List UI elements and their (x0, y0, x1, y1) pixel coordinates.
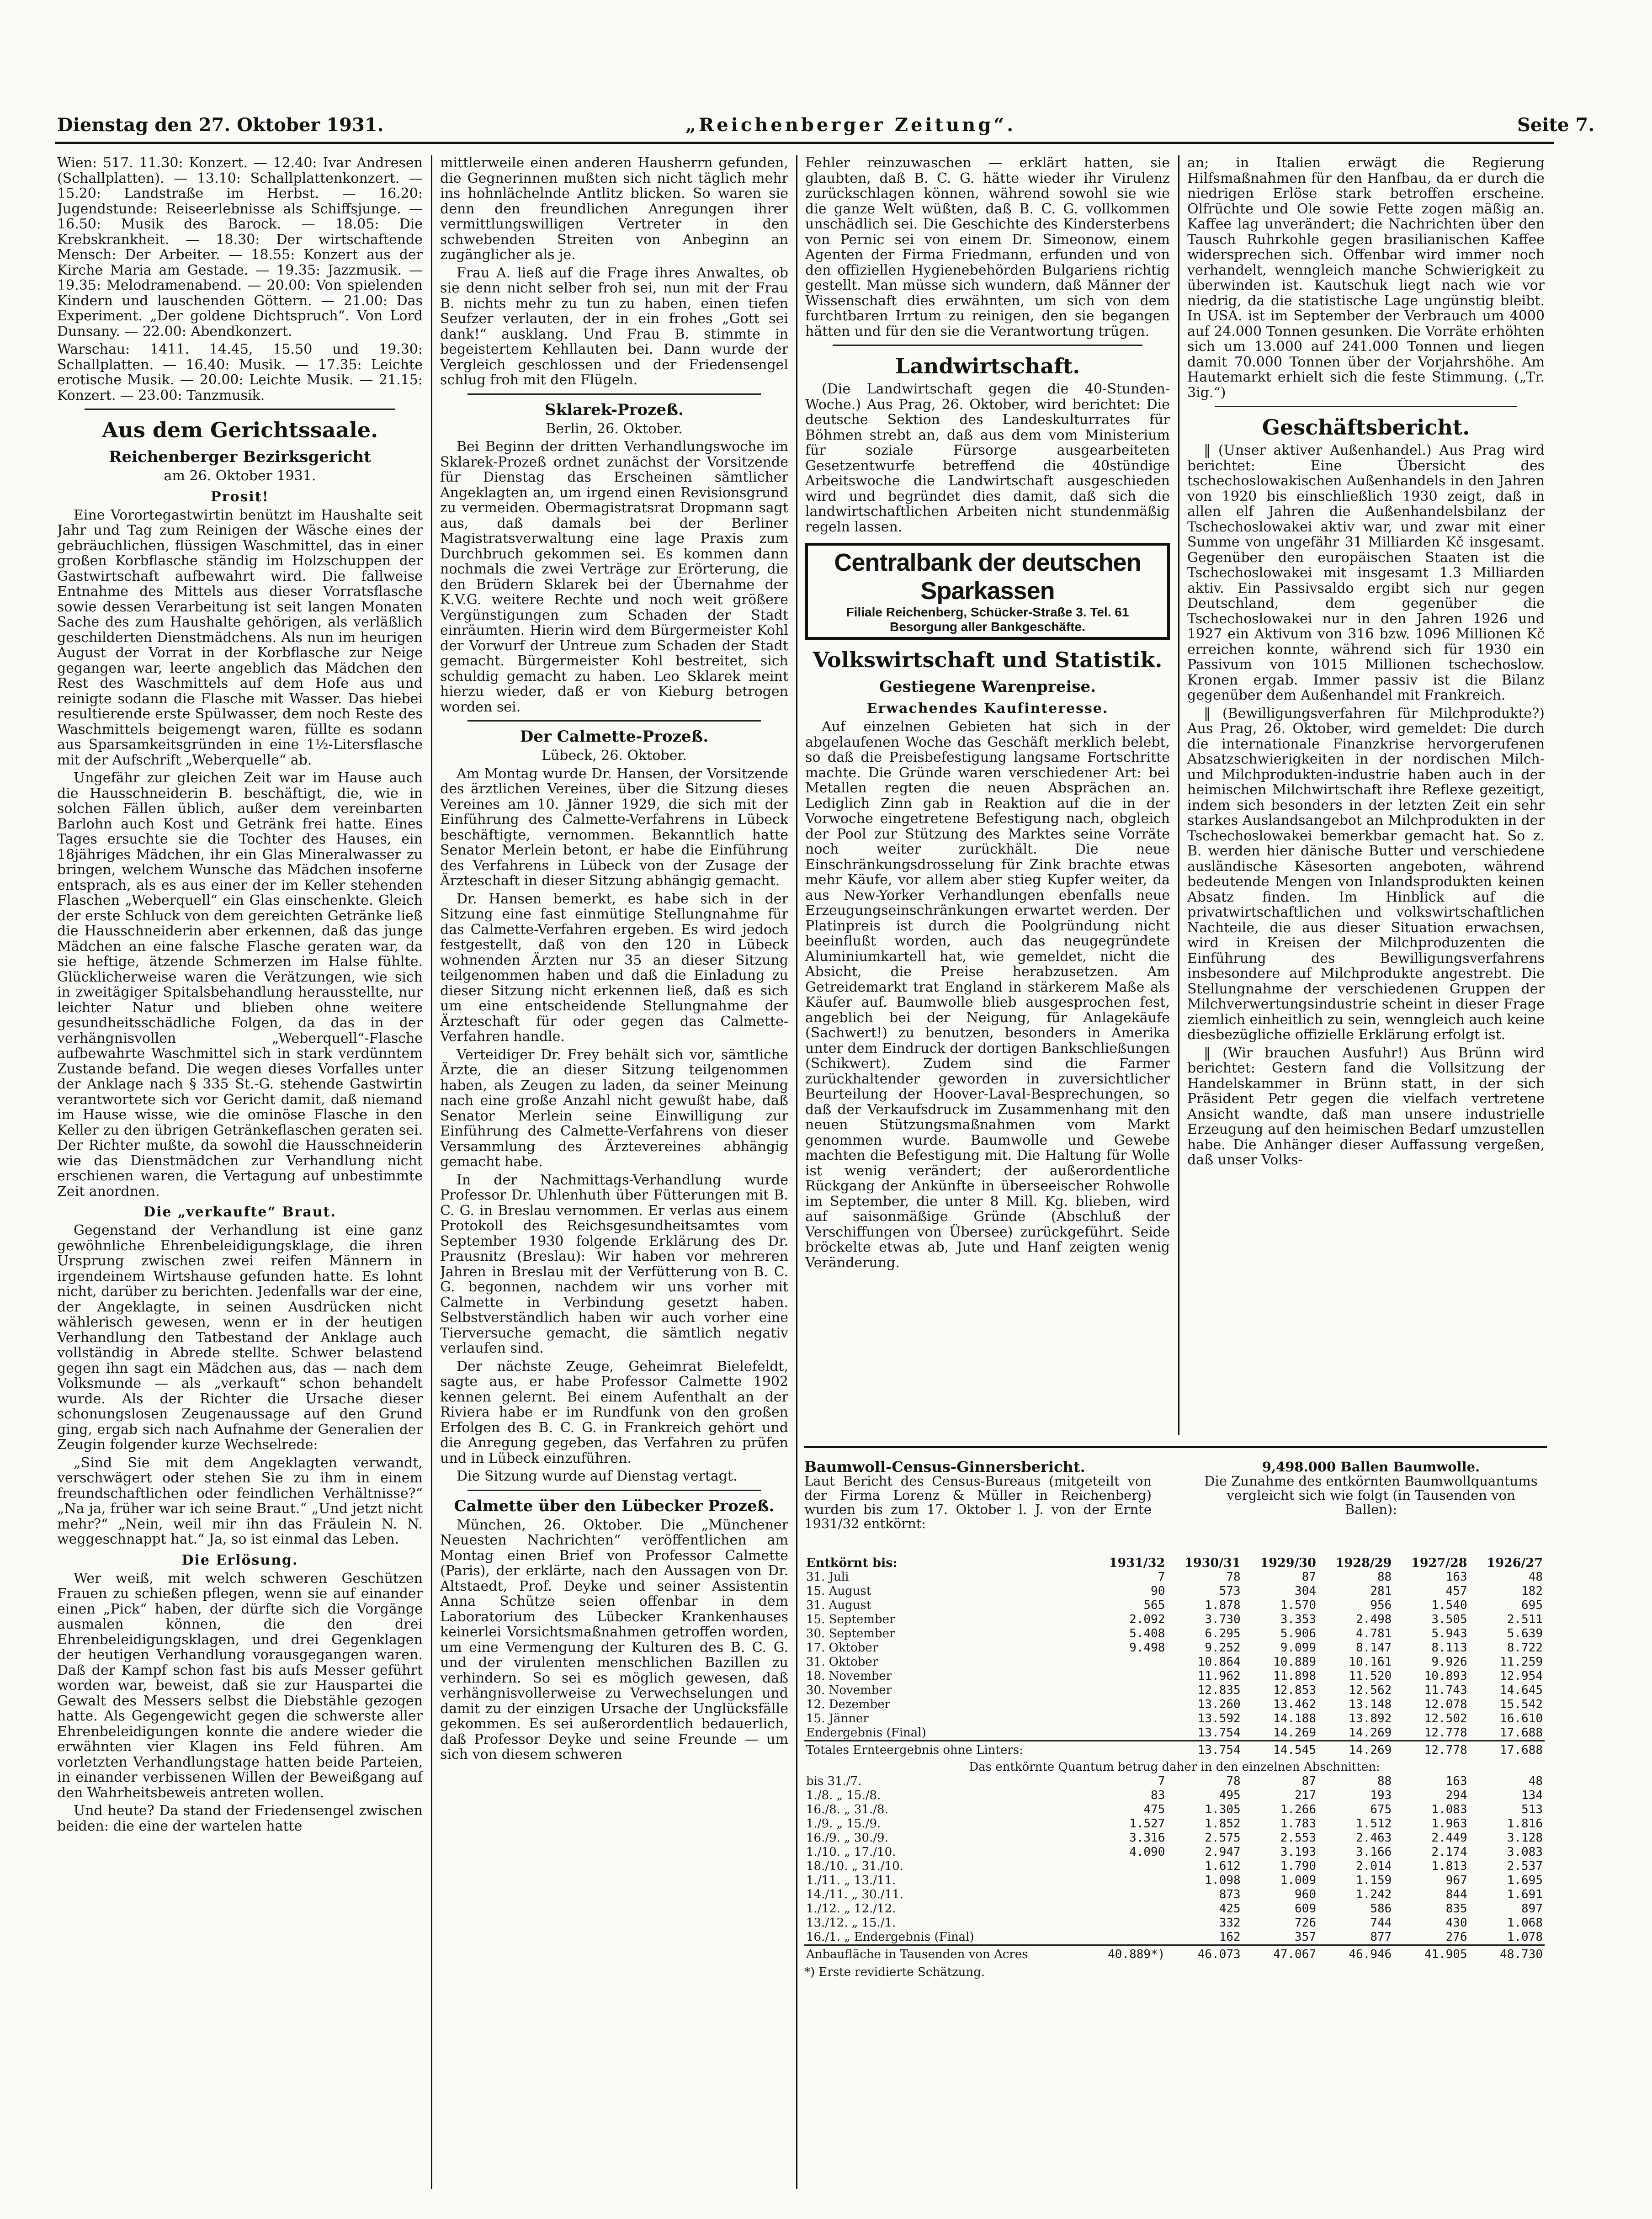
table-cell: 357 (1295, 1930, 1316, 1944)
table-cell: 3.128 (1507, 1831, 1543, 1845)
table-cell: 586 (1370, 1902, 1392, 1916)
table-cell: 11.259 (1500, 1655, 1543, 1669)
table-row (804, 1888, 1545, 1902)
row-label: 31. Oktober (806, 1655, 878, 1669)
section-title: Aus dem Gerichtssaale. (101, 418, 378, 442)
divider (467, 393, 761, 395)
table-cell: 1.078 (1507, 1930, 1543, 1944)
table-cell: 17.688 (1469, 1741, 1545, 1758)
paragraph: Eine Vorortegastwirtin benützt im Haushalte seit Jahr und Tag zum Reinigen der Wäsche eines der gebräuchlichen, flüssigen Waschmittel, das in einer großen Korbflasche ständig im Holzschuppen der Gastwirtschaft aufbewahrt wird. Die fallweise Entnahme des Mittels aus dieser Vorratsflasche sowie dessen Verarbeitung ist seit langen Monaten Sache des zum Haushalte gehörigen, als verläßlich geschilderten Dienstmädchens. Als nun im heurigen August der Vorrat in der Korbflasche zur Neige gegangen war, leerte angeblich das Mädchen den Rest des Waschmittels auf dem Hofe aus und reinigte sodann die Flasche mit Wasser. Das hiebei resultierende erste Spülwasser, dem noch Reste des Waschmittels beigemengt waren, füllte es sodann aus Sparsamkeitsgründen in eine 1½-Litersflasche mit der Aufschrift „Weberquelle“ ab. (57, 507, 423, 768)
table-cell (1090, 1888, 1167, 1902)
paragraph: Wer weiß, mit welch schweren Geschützen Frauen zu schießen pflegen, wenn sie auf einander einen „Pick“ haben, der dürfte sich die Vorgänge ausmalen können, die den drei Ehrenbeleidigungsklagen, und drei Gegenklagen der heutigen Verhandlung vorausgegangen waren. Daß der Kampf schon fast bis aufs Messer geführt worden war, beweist, daß sie zur Hauspartei die Gewalt des Messers selbst die Diebstähle gezogen hatte. Als Gegengewicht gegen die schwerste aller Ehrenbeleidigungen konnte die andere wieder die erwähnten vier Klagen ins Feld führen. Am vorletzten Verhandlungstage hatten beide Parteien, in einander verbissenen Willen der Beweißgang auf den Wahrheitsbeweis antreten wollen. (57, 1570, 423, 1801)
table-cell: 513 (1521, 1803, 1543, 1816)
table-cell: 217 (1295, 1789, 1316, 1802)
table-cell: 1.612 (1205, 1859, 1241, 1873)
table-cell: 3.166 (1356, 1845, 1392, 1859)
table-header-cell: 1931/32 (1109, 1556, 1165, 1570)
table-cell: 87 (1301, 1570, 1316, 1584)
dateline: am 26. Oktober 1931. (164, 468, 316, 484)
table-cell: 48.730 (1469, 1945, 1545, 1962)
table-cell: 1.813 (1431, 1859, 1467, 1873)
table-row (804, 1570, 1545, 1584)
table-row (804, 1916, 1545, 1930)
table-cell: 1.009 (1280, 1874, 1316, 1887)
dateline: Berlin, 26. Oktober. (546, 420, 683, 437)
table-cell: 2.014 (1356, 1859, 1392, 1873)
table-cell: 609 (1295, 1902, 1316, 1916)
table-cell: 967 (1445, 1874, 1467, 1887)
table-cell: 87 (1301, 1774, 1316, 1788)
table-cell: 10.864 (1197, 1655, 1241, 1669)
table-cell: 182 (1521, 1584, 1543, 1598)
row-label: 30. September (806, 1627, 895, 1640)
table-cell: 48 (1528, 1570, 1543, 1584)
subheading-text: Das entkörnte Quantum betrug daher in den einzelnen Abschnitten: (969, 1760, 1380, 1774)
table-cell (1090, 1726, 1167, 1741)
column-divider (796, 155, 797, 2189)
paragraph: ‖ (Wir brauchen Ausfuhr!) Aus Brünn wird berichtet: Gestern fand die Vollsitzung der Handelskammer in Brünn statt, in der sich Präsident Petr gegen die vielfach vertretene Ansicht wandte, daß man unsere industrielle Erzeugung auf den heimischen Bedarf umzustellen habe. Die Anhänger dieser Auffassung vergeßen, daß unser Volks- (1187, 1045, 1545, 1168)
table-row (804, 1845, 1545, 1859)
row-label: 1./10. „ 17./10. (806, 1845, 896, 1859)
table-row (804, 1831, 1545, 1845)
paragraph: Fehler reinzuwaschen — erklärt hatten, sie glaubten, daß B. C. G. hätte wieder ihr Virulenz zurückschlagen können, während sowohl sie wie die ganze Welt wüßten, daß B. C. G. vollkommen unschädlich sei. Die Geschichte des Kindersterbens von Pernic sei von einem Dr. Simeonow, einem Agenten der Firma Friedmann, erfunden und von den offiziellen Hygienebehörden Bulgariens richtig gestellt. Man müsse sich wundern, daß Männer der Wissenschaft dies erwähnten, um sich von dem furchtbaren Irrtum zu reinigen, den sie begangen hätten und für den sie die Verantwortung trügen. (805, 155, 1170, 340)
table-cell (1090, 1930, 1167, 1945)
article-title: Gestiegene Warenpreise. (879, 678, 1096, 696)
table-cell (1090, 1916, 1167, 1930)
article-title: Die Erlösung. (181, 1552, 298, 1568)
table-cell: 5.639 (1507, 1627, 1543, 1640)
table-body-periods (804, 1774, 1545, 1945)
table-row (804, 1789, 1545, 1803)
table-cell: 304 (1295, 1584, 1316, 1598)
article-title: Der Calmette-Prozeß. (520, 727, 709, 746)
ginning-table (804, 1556, 1545, 1962)
row-label: Anbaufläche in Tausenden von Acres (804, 1945, 1090, 1962)
masthead-center: „Reichenberger Zeitung“. (685, 114, 1016, 136)
court-heading: Reichenberger Bezirksgericht (109, 448, 371, 466)
table-cell: 5.943 (1431, 1627, 1467, 1640)
table-cell: 5.408 (1129, 1627, 1165, 1640)
table-cell: 294 (1445, 1789, 1467, 1802)
row-label: bis 31./7. (806, 1774, 862, 1788)
table-row (804, 1683, 1545, 1698)
table-area (804, 1945, 1545, 1962)
section-title: Volkswirtschaft und Statistik. (813, 648, 1163, 672)
table-cell: 1.691 (1507, 1888, 1543, 1901)
header-rule (55, 142, 1554, 144)
table-cell: 2.498 (1356, 1613, 1392, 1626)
paragraph: Die Sitzung wurde auf Dienstag vertagt. (457, 1468, 738, 1484)
paragraph: Dr. Hansen bemerkt, es habe sich in der Sitzung eine fast einmütige Stellungnahme für das Calmette-Verfahren ergeben. Es wird jedoch festgestellt, daß von den 120 in Lübeck wohnenden Ärzten nur 35 an dieser Sitzung teilgenommen haben und daß die Einladung zu dieser Sitzung nicht erkennen ließ, daß es sich um eine entscheidende Stellungnahme der Ärzteschaft für oder gegen das Calmette-Verfahren handle. (440, 891, 788, 1045)
table-cell: 3.193 (1280, 1845, 1316, 1859)
table-cell: 281 (1370, 1584, 1392, 1598)
table-cell: 12.778 (1393, 1741, 1469, 1758)
table-cell: 14.545 (1243, 1741, 1318, 1758)
table-cell: 3.316 (1129, 1831, 1165, 1845)
table-header-cell: 1930/31 (1185, 1556, 1241, 1570)
table-cell: 16.610 (1500, 1712, 1543, 1725)
row-label: 18. November (806, 1669, 892, 1683)
article-title: Die „verkaufte“ Braut. (143, 1204, 336, 1220)
row-label: 1./9. „ 15./9. (806, 1817, 881, 1831)
section-title: Landwirtschaft. (895, 354, 1080, 378)
divider (467, 1490, 761, 1491)
table-cell: 1.963 (1431, 1817, 1467, 1831)
table-cell: 134 (1521, 1789, 1543, 1802)
report-side-note (1202, 1460, 1540, 1517)
section-title: Geschäftsbericht. (1262, 415, 1470, 440)
table-cell: 9.926 (1431, 1655, 1467, 1669)
table-cell: 9.498 (1129, 1641, 1165, 1655)
table-cell: 193 (1370, 1789, 1392, 1802)
table-row (804, 1584, 1545, 1598)
page-number: Seite 7. (1517, 114, 1595, 136)
area-row (804, 1945, 1545, 1962)
column-divider (431, 155, 432, 2189)
table-cell: 10.161 (1349, 1655, 1392, 1669)
paragraph: (Die Landwirtschaft gegen die 40-Stunden-Woche.) Aus Prag, 26. Oktober, wird berichtet: Die deutsche Sektion des Landeskulturrates für Böhmen strebt an, daß aus dem vom Ministerium für soziale Fürsorge ausgearbeiteten Gesetzentwurfe betreffend die 40stündige Arbeitswoche die Landwirtschaft ausgeschieden wird und begründet dies damit, daß sich die landwirtschaftlichen Arbeiten nicht stundenmäßig regeln lassen. (805, 381, 1170, 535)
table-cell (1090, 1669, 1167, 1683)
table-cell: 1.068 (1507, 1916, 1543, 1930)
table-cell: 163 (1445, 1570, 1467, 1584)
report-title: Baumwoll-Census-Ginnersbericht. (804, 1458, 1085, 1476)
table-cell: 675 (1370, 1803, 1392, 1816)
ad-tagline: Besorgung aller Bankgeschäfte. (890, 620, 1085, 634)
table-cell: 8.113 (1431, 1641, 1467, 1655)
row-label: 13./12. „ 15./1. (806, 1916, 896, 1930)
table-cell: 13.260 (1197, 1698, 1241, 1711)
paragraph: Am Montag wurde Dr. Hansen, der Vorsitzende des ärztlichen Vereines, über die Sitzung dieses Vereines am 10. Jänner 1929, die sich mit der Einführung des Calmette-Verfahrens in Lübeck beschäftigte, vernommen. Bekanntlich hatte Senator Merlein betont, er habe die Einführung des Verfahrens in Lübeck von der Zusage der Ärzteschaft in dieser Sitzung abhängig gemacht. (440, 765, 788, 889)
table-cell: 956 (1370, 1598, 1392, 1612)
table-cell: 1.098 (1205, 1874, 1241, 1887)
column-divider (1178, 155, 1179, 1435)
table-cell: 4.090 (1129, 1845, 1165, 1859)
table-cell: 457 (1445, 1584, 1467, 1598)
table-cell: 1.790 (1280, 1859, 1316, 1873)
row-label: 31. Juli (806, 1570, 849, 1584)
table-row (804, 1641, 1545, 1655)
article-title: Prosit! (211, 488, 269, 505)
table-cell: 13.754 (1197, 1726, 1241, 1740)
table-cell: 14.269 (1273, 1726, 1316, 1740)
table-cell: 13.892 (1349, 1712, 1392, 1725)
cotton-report (804, 1460, 1545, 1980)
report-side-text: Die Zunahme des entkörnten Baumwollquantums vergleicht sich wie folgt (in Tausenden von Ballen): (1204, 1473, 1538, 1517)
table-cell (1090, 1712, 1167, 1726)
table-cell: 332 (1219, 1916, 1241, 1930)
table-cell: 40.889*) (1090, 1945, 1167, 1962)
table-cell: 6.295 (1205, 1627, 1241, 1640)
ad-headline: Centralbank der deutschen Sparkassen (834, 549, 1141, 605)
table-header-row (804, 1556, 1545, 1570)
paragraph: ‖ (Bewilligungsverfahren für Milchprodukte?) Aus Prag, 26. Oktober, wird gemeldet: Die durch die internationale Finanzkrise hervorgerufenen Absatzschwierigkeiten in der nordischen Milch- und Milchprodukten-industrie haben auch in der heimischen Milchwirtschaft ihre Reflexe gezeitigt, indem sich besonders in der letzten Zeit ein sehr starkes Auslandsangebot an Milchprodukten in der Tschechoslowakei bemerkbar gemacht hat. So z. B. werden hier dänische Butter und verschiedene ausländische Käsesorten angeboten, während bedeutende Mengen von Inlandsprodukten keinen Absatz finden. Im Hinblick auf die privatwirtschaftlichen und volkswirtschaftlichen Nachteile, die aus dieser Situation erwachsen, wird in Kreisen der Milchproduzenten die Einführung des Bewilligungsverfahrens insbesondere auf Milchprodukte angestrebt. Die Stellungnahme der verschiedenen Gruppen der Milchverwertungsindustrie scheint in dieser Frage ziemlich einheitlich zu sein, wenngleich auch keine diesbezügliche offizielle Erklärung erfolgt ist. (1187, 705, 1545, 1043)
table-cell: 3.353 (1280, 1613, 1316, 1626)
article-title: Calmette über den Lübecker Prozeß. (454, 1497, 775, 1515)
table-row (804, 1669, 1545, 1683)
table-cell (1090, 1655, 1167, 1669)
divider (833, 345, 1142, 346)
table-header-cell: 1929/30 (1260, 1556, 1316, 1570)
table-row (804, 1655, 1545, 1669)
paragraph: an; in Italien erwägt die Regierung Hilfsmaßnahmen für den Hanfbau, da er durch die niedrigen Erlöse stark betroffen erscheine. Olfrüchte und Ole sowie Fette zogen mäßig an. Kaffee lag unverändert; die Nachrichten über den Tausch Ruhrkohle gegen brasilianischen Kaffee widersprechen sich. Offenbar wird immer noch verhandelt, wenngleich manche Schwierigkeit zu überwinden ist. Kautschuk liegt nach wie vor niedrig, da die statistische Lage ungünstig bleibt. In USA. ist im September der Verbrauch um 4000 auf 24.000 Tonnen gesunken. Die Vorräte erhöhten sich um 13.000 auf 241.000 Tonnen und liegen damit 70.000 Tonnen über der Vorjahrshöhe. Am Hautemarkt erhielt sich die feste Stimmung. („Tr. 3ig.“) (1187, 155, 1545, 401)
table-row (804, 1874, 1545, 1888)
table-cell: 15.542 (1500, 1698, 1543, 1711)
row-label: Totales Ernteergebnis ohne Linters: (804, 1741, 1090, 1758)
table-cell: 3.083 (1507, 1845, 1543, 1859)
row-label: Endergebnis (Final) (806, 1726, 926, 1740)
table-row (804, 1774, 1545, 1789)
table-cell: 1.242 (1356, 1888, 1392, 1901)
table-row (804, 1613, 1545, 1627)
table-cell: 2.174 (1431, 1845, 1467, 1859)
table-cell: 88 (1377, 1774, 1392, 1788)
paragraph: Und heute? Da stand der Friedensengel zwischen beiden: die eine der wartelen hatte (57, 1803, 423, 1834)
table-cell: 7 (1158, 1570, 1165, 1584)
table-cell: 46.946 (1318, 1945, 1393, 1962)
table-row (804, 1627, 1545, 1641)
report-side-title: 9,498.000 Ballen Baumwolle. (1262, 1459, 1480, 1475)
table-cell: 877 (1370, 1930, 1392, 1944)
row-label: 1./12. „ 12./12. (806, 1902, 896, 1916)
table-cell: 2.449 (1431, 1831, 1467, 1845)
table-cell: 14.188 (1273, 1712, 1316, 1725)
table-cell: 78 (1226, 1774, 1241, 1788)
table-cell: 11.520 (1349, 1669, 1392, 1683)
table-total (804, 1741, 1545, 1758)
total-row (804, 1741, 1545, 1758)
row-label: 1./11. „ 13./11. (806, 1874, 896, 1887)
row-label: 16./1. „ Endergebnis (Final) (806, 1930, 974, 1944)
table-row (804, 1902, 1545, 1916)
table-cell: 2.092 (1129, 1613, 1165, 1626)
table-row (804, 1726, 1545, 1741)
divider (467, 720, 761, 722)
table-cell: 695 (1521, 1598, 1543, 1612)
table-cell: 1.783 (1280, 1817, 1316, 1831)
table-cell: 1.266 (1280, 1803, 1316, 1816)
row-label: 15. August (806, 1584, 871, 1598)
divider (1215, 406, 1517, 407)
table-cell: 12.778 (1424, 1726, 1467, 1740)
column-1 (57, 155, 423, 2184)
table-cell: 8.722 (1507, 1641, 1543, 1655)
row-label: 30. November (806, 1683, 892, 1697)
table-cell: 48 (1528, 1774, 1543, 1788)
paragraph: München, 26. Oktober. Die „Münchener Neuesten Nachrichten“ veröffentlichen am Montag einen Brief von Professor Calmette (Paris), der erklärte, nach den Aussagen von Dr. Altstaedt, Prof. Deyke und seiner Assistentin Anna Schütze seien offenbar in dem Laboratorium des Lübecker Krankenhauses keinerlei Vorsichtsmaßnahmen getroffen worden, um eine Vermengung der Kulturen des B. C. G. und der virulenten menschlichen Bazillen zu verhindern. So sei es möglich gewesen, daß verhängnisvollerweise zu Verwechselungen und damit zu der einzigen Ursache der Unglücksfälle gekommen. Es sei außerordentlich bedauerlich, daß Professor Deyke und seine Freunde — um sich von diesem schweren (440, 1517, 788, 1762)
paragraph: In der Nachmittags-Verhandlung wurde Professor Dr. Uhlenhuth über Fütterungen mit B. C. G. in Breslau vernommen. Er verlas aus einem Protokoll des Reichsgesundheitsamtes vom September 1930 folgende Erklärung des Dr. Prausnitz (Breslau): Wir haben vor mehreren Jahren in Breslau mit der Verfütterung von B. C. G. begonnen, nachdem wir uns vorher mit Calmette in Verbindung gesetzt haben. Selbstverständlich haben wir auch vorher eine Tierversuche gemacht, die sämtlich negativ verlaufen sind. (440, 1172, 788, 1356)
table-cell: 1.512 (1356, 1817, 1392, 1831)
paragraph: Frau A. ließ auf die Frage ihres Anwaltes, ob sie denn nicht selber froh sei, nun mit der Frau B. nichts mehr zu tun zu haben, einen tiefen Seufzer verlauten, der in ein frohes „Gott sei dank!“ ausklang. Und Frau B. stimmte in begeistertem Kehllauten bei. Dann wurde der Vergleich geschlossen und der Friedensengel schlug froh mit den Flügeln. (440, 265, 788, 388)
table-body (804, 1570, 1545, 1741)
table-cell: 2.537 (1507, 1859, 1543, 1873)
table-cell (1090, 1741, 1167, 1758)
radio-program: Warschau: 1411. 14.45, 15.50 und 19.30: Schallplatten. — 16.40: Musik. — 17.35: Leichte erotische Musik. — 20.00: Leichte Musik. — 21.15: Konzert. — 23.00: Tanzmusik. (57, 341, 423, 403)
table-header-cell: 1927/28 (1411, 1556, 1467, 1570)
paragraph: ‖ (Unser aktiver Außenhandel.) Aus Prag wird berichtet: Eine Übersicht des tschechoslowakischen Außenhandels in den Jahren von 1920 bis einschließlich 1930 zeigt, daß in allen elf Jahren die Außenhandelsbilanz der Tschechoslowakei aktiv war, und zwar mit einer Summe von ungefähr 31 Milliarden Kč insgesamt. Gegenüber den europäischen Staaten ist die Tschechoslowakei mit insgesamt 1.3 Milliarden aktiv. Ein Passivsaldo ergibt sich nur gegen Deutschland, dem gegenüber die Tschechoslowakei nur in den Jahren 1926 und 1927 ein Aktivum von 316 bzw. 1096 Millionen Kč erreichen konnte, während sich für 1930 ein Passivum von 1015 Millionen tschechoslow. Kronen ergab. Immer passiv ist die Bilanz gegenüber dem Außenhandel mit Frankreich. (1187, 442, 1545, 703)
table-cell: 2.463 (1356, 1831, 1392, 1845)
table-cell: 2.575 (1205, 1831, 1241, 1845)
table-cell: 13.754 (1167, 1741, 1242, 1758)
table-cell: 1.570 (1280, 1598, 1316, 1612)
table-cell: 10.893 (1424, 1669, 1467, 1683)
table-cell: 47.067 (1243, 1945, 1318, 1962)
table-cell: 726 (1295, 1916, 1316, 1930)
column-2 (440, 155, 788, 2184)
table-header-cell: Entkörnt bis: (806, 1556, 898, 1570)
header-left: Dienstag den 27. Oktober 1931. (57, 114, 384, 136)
table-header-cell: 1928/29 (1335, 1556, 1392, 1570)
table-cell: 897 (1521, 1902, 1543, 1916)
row-label: 15. September (806, 1613, 895, 1626)
table-cell: 835 (1445, 1902, 1467, 1916)
paragraph: Verteidiger Dr. Frey behält sich vor, sämtliche Ärzte, die an dieser Sitzung teilgenommen haben, als Zeugen zu laden, da seiner Meinung nach eine große Anzahl nicht gewußt habe, daß Senator Merlein seine Einwilligung zur Einführung des Calmette-Verfahrens von dieser Versammlung des Ärztevereines abhängig gemacht habe. (440, 1046, 788, 1170)
paragraph: Bei Beginn der dritten Verhandlungswoche im Sklarek-Prozeß ordnet zunächst der Vorsitzende für Dienstag das Erscheinen sämtlicher Angeklagten an, um irgend einen Revisionsgrund zu vermeiden. Obermagistratsrat Dropmann sagt aus, daß damals bei der Berliner Magistratsverwaltung eine lage Praxis zum Durchbruch gekommen sei. Es kommen dann nochmals die zwei Verträge zur Erörterung, die den Brüdern Sklarek bei der Übernahme der K.V.G. weitere Rechte und noch weit größere Vergünstigungen zum Schaden der Stadt einräumten. Hierin wird dem Bürgermeister Kohl der Vorwurf der Untreue zum Schaden der Stadt gemacht. Bürgermeister Kohl bestreitet, sich schuldig gemacht zu haben. Leo Sklarek meint hierzu wieder, daß er von Kieburg betrogen worden sei. (440, 439, 788, 715)
column-4 (1187, 155, 1545, 1435)
table-cell: 1.878 (1205, 1598, 1241, 1612)
table-cell: 430 (1445, 1916, 1467, 1930)
table-cell: 5.906 (1280, 1627, 1316, 1640)
paragraph: Ungefähr zur gleichen Zeit war im Hause auch die Hausschneiderin B. beschäftigt, die, wie in solchen Fällen üblich, außer dem vereinbarten Barlohn auch Kost und Getränk frei hatte. Eines Tages ersuchte sie die Tochter des Hauses, ein 18jähriges Mädchen, ihr ein Glas Mineralwasser zu bringen, welchem Wunsche das Mädchen insoferne entsprach, als es aus einer der im Keller stehenden Flaschen „Weberquell“ ein Glas einschenkte. Gleich der erste Schluck von dem gereichten Getränke ließ die Hausschneiderin aber erkennen, daß das junge Mädchen an eine falsche Flasche geraten war, da sie heftige, ätzende Schmerzen im Halse fühlte. Glücklicherweise waren die Verätzungen, wie sich in zweitägiger Spitalsbehandlung herausstellte, nur leichter Natur und blieben ohne weitere gesundheitsschädliche Folgen, da das in der verhängnisvollen „Weberquell“-Flasche aufbewahrte Waschmittel sich in stark verdünntem Zustande befand. Die wegen dieses Vorfalles unter der Anklage nach § 335 St.-G. stehende Gastwirtin verantwortete sich vor Gericht damit, daß niemand im Hause wisse, wie die ominöse Flasche in den Keller zu den übrigen Getränkeflaschen geraten sei. Der Richter mußte, da sowohl die Hausschneiderin wie das Dienstmädchen zur Verhandlung nicht erschienen waren, die Vertagung auf unbestimmte Zeit anordnen. (57, 770, 423, 1200)
table-cell: 1.852 (1205, 1817, 1241, 1831)
table-cell: 3.505 (1431, 1613, 1467, 1626)
paragraph: Der nächste Zeuge, Geheimrat Bielefeldt, sagte aus, er habe Professor Calmette 1902 kennen gelernt. Bei einem Aufenthalt an der Riviera habe er im Rundfunk von den großen Erfolgen des B. C. G. in Frankreich gehört und die Anregung gegeben, das Verfahren zu prüfen und in Lübeck einzuführen. (440, 1358, 788, 1466)
row-label: 17. Oktober (806, 1641, 878, 1655)
table-row (804, 1817, 1545, 1831)
row-label: 15. Jänner (806, 1712, 869, 1725)
table-cell: 744 (1370, 1916, 1392, 1930)
table-cell: 11.962 (1197, 1669, 1241, 1683)
table-row (804, 1698, 1545, 1712)
subheading-row (804, 1757, 1545, 1774)
table-cell: 13.592 (1197, 1712, 1241, 1725)
table-cell: 495 (1219, 1789, 1241, 1802)
footnote: *) Erste revidierte Schätzung. (804, 1965, 985, 1979)
table-cell: 2.553 (1280, 1831, 1316, 1845)
table-cell: 425 (1219, 1902, 1241, 1916)
table-subheading (804, 1757, 1545, 1774)
article-title: Sklarek-Prozeß. (545, 400, 684, 419)
table-cell: 78 (1226, 1570, 1241, 1584)
table-cell: 17.688 (1500, 1726, 1543, 1740)
column-3 (805, 155, 1170, 1435)
table-cell: 2.947 (1205, 1845, 1241, 1859)
table-top-rule (804, 1446, 1547, 1448)
table-cell: 14.645 (1500, 1683, 1543, 1697)
table-cell: 9.252 (1205, 1641, 1241, 1655)
table-cell (1090, 1902, 1167, 1916)
paragraph: Auf einzelnen Gebieten hat sich in der abgelaufenen Woche das Geschäft merklich belebt, so daß die Preisbefestigung langsame Fortschritte machte. Die Gründe waren verschiedener Art: bei Metallen regten die neuen Absprächen an. Lediglich Zinn gab in Reaktion auf die in der Vorwoche eingetretene Befestigung nach, obgleich der Pool zur Stützung des Marktes seine Vorräte noch weiter zurückhält. Die neue Einschränkungsdrosselung für Zink brachte etwas mehr Käufe, vor allem aber stieg Kupfer weiter, da aus New-Yorker Verhandlungen ebenfalls neue Erzeugungseinschränkungen erwartet werden. Der Platinpreis ist durch die Poolgründung nicht beeinflußt worden, auch das neugegründete Aluminiumkartell hat, wie gemeldet, nicht die Absicht, die Preise herabzusetzen. Am Getreidemarkt trat England in stärkerem Maße als Käufer auf. Baumwolle blieb ausgesprochen fest, angeblich bei der Neigung, für Anlagekäufe (Sachwert!) zu benutzen, besonders in Amerika unter dem Eindruck der dortigen Bankschließungen (Schikwert). Zudem sind die Farmer zurückhaltender geworden in zuversichtlicher Beurteilung der Hoover-Laval-Besprechungen, so daß der Verkaufsdruck im Zusammenhang mit den neuen Stützungsmaßnahmen vom Markt genommen wurde. Baumwolle und Gewebe machten die Befestigung mit. Die Haltung für Wolle ist wenig verändert; der außerordentliche Rückgang der Ankünfte in überseeischer Rohwolle im September, die unter 8 Mill. Kg. blieben, wird auf saisonmäßige Gründe (Abschluß der Verschiffungen von Übersee) zurückgeführt. Seide bröckelte etwas ab, Jute und Hanf zeigten wenig Veränderung. (805, 719, 1170, 1271)
table-cell: 90 (1151, 1584, 1165, 1598)
table-cell: 14.269 (1318, 1741, 1393, 1758)
table-cell: 3.730 (1205, 1613, 1241, 1626)
advertisement-box (805, 543, 1170, 640)
table-cell: 12.562 (1349, 1683, 1392, 1697)
row-label: 1./8. „ 15./8. (806, 1789, 881, 1802)
table-cell: 12.954 (1500, 1669, 1543, 1683)
paragraph: „Sind Sie mit dem Angeklagten verwandt, verschwägert oder stehen Sie zu ihm in einem freundschaftlichen oder feindlichen Verhältnisse?“ „Na ja, früher war ich seine Braut.“ „Und jetzt nicht mehr?“ „Nein, weil mir ihn das Fräulein N. N. weggeschnappt hat.“ Ja, so ist einmal das Leben. (57, 1455, 423, 1547)
paragraph: Gegenstand der Verhandlung ist eine ganz gewöhnliche Ehrenbeleidigungsklage, die ihren Ursprung zwischen zwei reifen Männern in irgendeinem Wirtshause gefunden hatte. Es lohnt nicht, darüber zu berichten. Jedenfalls war der eine, der Angeklagte, in seinen Ausdrücken nicht wählerisch gewesen, wenn er in der heutigen Verhandlung den Tatbestand der Anklage auch vollständig in Abrede stellte. Schwer belastend gegen ihn sagt ein Mädchen aus, das — nach dem Volksmunde — als „verkauft“ schon behandelt wurde. Als der Richter die Ursache dieser schonungslosen Zeugenaussage auf den Grund ging, ergab sich nach Aufnahme der Generalien der Zeugin folgender kurze Wechselrede: (57, 1222, 423, 1453)
table-cell: 11.898 (1273, 1669, 1316, 1683)
table-cell: 7 (1158, 1774, 1165, 1788)
table-cell: 1.083 (1431, 1803, 1467, 1816)
radio-program: Wien: 517. 11.30: Konzert. — 12.40: Ivar Andresen (Schallplatten). — 13.10: Schallplattenkonzert. — 15.20: Landstraße im Herbst. — 16.20: Jugendstunde: Reiseerlebnisse als Schiffsjunge. — 16.50: Musik des Barock. — 18.05: Die Krebskrankheit. — 18.30: Der wirtschaftende Mensch: Der Arbeiter. — 18.55: Konzert aus der Kirche Maria am Gestade. — 19.35: Jazzmusik. — 19.35: Melodramenabend. — 20.00: Von spielenden Kindern und lauschenden Göttern. — 21.00: Das Experiment. „Der goldene Dichtspruch“. Von Lord Dunsany. — 22.00: Abendkonzert. (57, 155, 423, 340)
table-cell: 475 (1143, 1803, 1165, 1816)
table-cell: 10.889 (1273, 1655, 1316, 1669)
table-cell: 83 (1151, 1789, 1165, 1802)
table-cell: 565 (1143, 1598, 1165, 1612)
table-cell: 12.078 (1424, 1698, 1467, 1711)
table-cell: 276 (1445, 1930, 1467, 1944)
table-cell: 12.853 (1273, 1683, 1316, 1697)
table-cell (1090, 1874, 1167, 1888)
report-intro: Laut Bericht des Census-Bureaus (mitgeteilt von der Firma Lorenz & Müller in Reichenberg) wurden bis zum 17. Oktober l. J. von der Ernte 1931/32 entkörnt: (804, 1473, 1152, 1531)
table-cell: 9.099 (1280, 1641, 1316, 1655)
row-label: 14./11. „ 30./11. (806, 1888, 903, 1901)
table-cell: 1.695 (1507, 1874, 1543, 1887)
table-cell: 573 (1219, 1584, 1241, 1598)
table-cell (1090, 1698, 1167, 1712)
table-cell: 11.743 (1424, 1683, 1467, 1697)
table-cell: 12.835 (1197, 1683, 1241, 1697)
table-cell: 4.781 (1356, 1627, 1392, 1640)
table-cell: 1.159 (1356, 1874, 1392, 1887)
table-cell: 13.148 (1349, 1698, 1392, 1711)
table-cell: 1.816 (1507, 1817, 1543, 1831)
table-cell: 1.305 (1205, 1803, 1241, 1816)
table-cell: 873 (1219, 1888, 1241, 1901)
table-cell: 1.540 (1431, 1598, 1467, 1612)
table-cell: 960 (1295, 1888, 1316, 1901)
row-label: 12. Dezember (806, 1698, 891, 1711)
table-cell: 2.511 (1507, 1613, 1543, 1626)
table-row (804, 1930, 1545, 1945)
row-label: 31. August (806, 1598, 871, 1612)
dateline: Lübeck, 26. Oktober. (542, 748, 687, 764)
table-cell: 163 (1445, 1774, 1467, 1788)
table-cell: 1.527 (1129, 1817, 1165, 1831)
table-cell: 41.905 (1393, 1945, 1469, 1962)
table-row (804, 1803, 1545, 1817)
row-label: 16./9. „ 30./9. (806, 1831, 888, 1845)
table-cell (1090, 1859, 1167, 1874)
table-cell: 14.269 (1349, 1726, 1392, 1740)
table-header-cell: 1926/27 (1487, 1556, 1543, 1570)
divider (85, 409, 395, 410)
table-cell (1090, 1683, 1167, 1698)
table-cell: 844 (1445, 1888, 1467, 1901)
table-cell: 12.502 (1424, 1712, 1467, 1725)
table-cell: 46.073 (1167, 1945, 1242, 1962)
row-label: 16./8. „ 31./8. (806, 1803, 888, 1816)
table-cell: 13.462 (1273, 1698, 1316, 1711)
table-row (804, 1859, 1545, 1874)
table-cell: 8.147 (1356, 1641, 1392, 1655)
table-row (804, 1598, 1545, 1613)
article-subtitle: Erwachendes Kaufinteresse. (866, 701, 1109, 717)
table-row (804, 1712, 1545, 1726)
row-label: 18./10. „ 31./10. (806, 1859, 903, 1873)
paragraph: mittlerweile einen anderen Hausherrn gefunden, die Gegnerinnen mußten sich nicht täglich mehr ins hohnlächelnde Antlitz blicken. So waren sie denn den freundlichen Anregungen ihrer vermittlungswilligen Vertreter in den schwebenden Streiten von Anbeginn an zugänglicher als je. (440, 155, 788, 263)
table-cell: 162 (1219, 1930, 1241, 1944)
ad-address: Filiale Reichenberg, Schücker-Straße 3. Tel. 61 (846, 605, 1129, 619)
table-cell: 88 (1377, 1570, 1392, 1584)
